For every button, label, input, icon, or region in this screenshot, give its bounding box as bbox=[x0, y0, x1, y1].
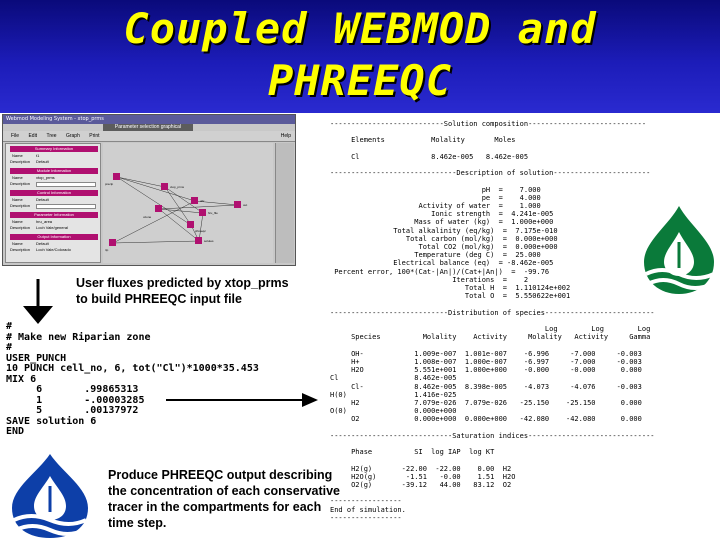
slide-title-line-1: Coupled WEBMOD and bbox=[123, 4, 597, 53]
menu-help[interactable]: Help bbox=[280, 133, 291, 139]
app-titlebar: Webmod Modeling System - xtop_prms bbox=[3, 115, 295, 124]
section-summary-header: Summary Information bbox=[10, 146, 98, 152]
slide-title-line-2: PHREEQC bbox=[267, 56, 452, 105]
output-caption-line-3: tracer in the compartments for each bbox=[108, 500, 322, 514]
output-desc-label: Description bbox=[10, 247, 31, 252]
section-parameter-header: Parameter Information bbox=[10, 212, 98, 218]
summary-desc-value[interactable]: Default bbox=[36, 159, 49, 164]
graph-node-label: xtop_prms bbox=[170, 185, 185, 189]
output-name-value[interactable]: Default bbox=[36, 241, 49, 246]
parameter-name-value[interactable]: hru_area bbox=[36, 219, 53, 224]
fluxes-caption-line-2: to build PHREEQC input file bbox=[76, 292, 242, 306]
graph-node[interactable] bbox=[113, 173, 120, 180]
app-info-panel bbox=[5, 143, 101, 263]
graph-node-label: precip bbox=[105, 182, 114, 186]
title-banner bbox=[0, 0, 720, 113]
graph-node[interactable] bbox=[161, 183, 168, 190]
parameter-desc-value[interactable]: Loch Vale/general bbox=[36, 225, 68, 230]
section-control-header: Control Information bbox=[10, 190, 98, 196]
control-desc-label: Description bbox=[10, 203, 31, 208]
phreeqc-input-file: # # Make new Riparian zone # USER_PUNCH 10 PUNCH cell_no, 6, tot("Cl")*1000*35.453 MIX 6 6 .99865313 1 -.00003285 5 .00137972 SAVE solution 6 END bbox=[6, 321, 259, 437]
summary-desc-label: Description bbox=[10, 159, 31, 164]
graph-node[interactable] bbox=[191, 197, 198, 204]
graph-node-label: uzone bbox=[143, 215, 152, 219]
module-desc-label: Description bbox=[10, 181, 31, 186]
module-name-value[interactable]: xtop_prms bbox=[36, 175, 55, 180]
control-desc-field[interactable] bbox=[36, 204, 96, 209]
module-name-label: Name bbox=[12, 175, 23, 180]
graph-node[interactable] bbox=[155, 205, 162, 212]
output-caption-line-1: Produce PHREEQC output describing bbox=[108, 468, 333, 482]
graph-node-label: out bbox=[243, 203, 248, 207]
water-drop-logo bbox=[4, 452, 96, 540]
graph-node-label: solutes bbox=[204, 239, 214, 243]
section-module-header: Module Information bbox=[10, 168, 98, 174]
graph-node-label: rip bbox=[105, 248, 109, 252]
graph-node[interactable] bbox=[109, 239, 116, 246]
menu-edit[interactable]: Edit bbox=[28, 133, 38, 139]
phreeqc-output-listing: ---------------------------Solution composition---------------------------- Elements Molality Moles Cl 8.462e-005 8.462e-005 ------------------------------Description of solution----------------------- pH = 7.000 pe = 4.000 Activity of water = 1.000 Ionic strength = 4.241e-005 Mass of water (kg) = 1.000e+000 Total alkalinity (eq/kg) = 7.175e-010 Total carbon (mol/kg) = 0.000e+000 Total CO2 (mol/kg) = 0.000e+000 Temperature (deg C) = 25.000 Electrical balance (eq) = -8.462e-005 Percent error, 100*(Cat-|An|)/(Cat+|An|) = -99.76 Iterations = 2 Total H = 1.110124e+002 Total O = 5.550622e+001 ----------------------------Distribution of species-------------------------- Log Log Log Species Molality Activity Molality Activity Gamma OH- 1.009e-007 1.001e-007 -6.996 -7.000 -0.003 H+ 1.008e-007 1.000e-007 -6.997 -7.000 -0.003 H2O 5.551e+001 1.000e+000 -0.000 -0.000 0.000 Cl 8.462e-005 Cl- 8.462e-005 8.398e-005 -4.073 -4.076 -0.003 H(0) 1.416e-025 H2 7.079e-026 7.079e-026 -25.150 -25.150 0.000 O(0) 0.000e+000 O2 0.000e+000 0.000e+000 -42.080 -42.080 0.000 -----------------------------Saturation indices------------------------------ Phase SI log IAP log KT H2(g) -22.00 -22.00 0.00 H2 H2O(g) -1.51 -0.00 1.51 H2O O2(g) -39.12 44.00 83.12 O2 ----------------- End of simulation. ----------------- bbox=[330, 120, 655, 522]
graph-node-label: ohr bbox=[200, 199, 205, 203]
graph-node-label: hru_file bbox=[208, 211, 218, 215]
graph-node-label: phreeqc bbox=[195, 229, 206, 233]
graph-node[interactable] bbox=[195, 237, 202, 244]
graph-node[interactable] bbox=[199, 209, 206, 216]
output-caption-line-2: the concentration of each conservative bbox=[108, 484, 341, 498]
summary-name-value[interactable]: t1 bbox=[36, 153, 40, 158]
output-desc-value[interactable]: Loch Vale/Colorado bbox=[36, 247, 71, 252]
section-output-header: Output Information bbox=[10, 234, 98, 240]
water-drop-logo bbox=[638, 204, 720, 296]
menu-tree[interactable]: Tree bbox=[46, 133, 57, 139]
output-name-label: Name bbox=[12, 241, 23, 246]
fluxes-caption-line-1: User fluxes predicted by xtop_prms bbox=[76, 276, 289, 290]
summary-name-label: Name bbox=[12, 153, 23, 158]
graph-node[interactable] bbox=[234, 201, 241, 208]
output-caption bbox=[108, 467, 340, 531]
graph-node[interactable] bbox=[187, 221, 194, 228]
module-graph-edges bbox=[103, 143, 273, 263]
module-desc-field[interactable] bbox=[36, 182, 96, 187]
app-menubar bbox=[3, 131, 295, 142]
webmod-app-window bbox=[2, 114, 296, 266]
menu-file[interactable]: File bbox=[11, 133, 20, 139]
menu-print[interactable]: Print bbox=[89, 133, 100, 139]
app-subtitle: Parameter selection graphical bbox=[103, 124, 193, 131]
control-name-label: Name bbox=[12, 197, 23, 202]
down-arrow bbox=[23, 279, 53, 324]
control-name-value[interactable]: Default bbox=[36, 197, 49, 202]
fluxes-caption bbox=[76, 275, 289, 307]
app-scrollbar[interactable] bbox=[275, 143, 294, 263]
parameter-name-label: Name bbox=[12, 219, 23, 224]
parameter-desc-label: Description bbox=[10, 225, 31, 230]
menu-graph[interactable]: Graph bbox=[65, 133, 80, 139]
output-caption-line-4: time step. bbox=[108, 516, 167, 530]
module-graph-canvas[interactable] bbox=[103, 143, 273, 263]
